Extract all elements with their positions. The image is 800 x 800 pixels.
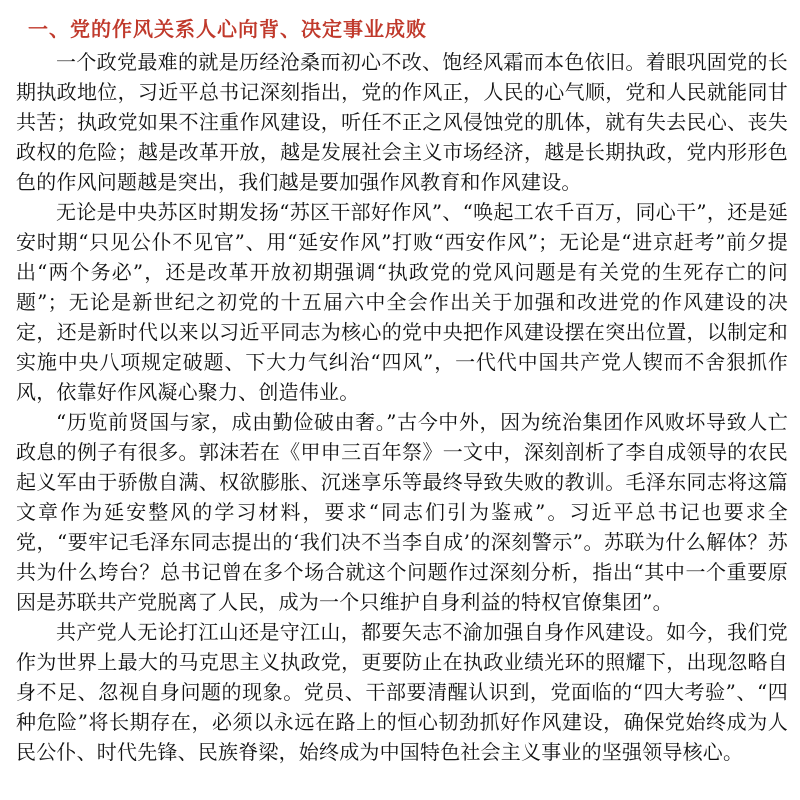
paragraph: 一个政党最难的就是历经沧桑而初心不改、饱经风霜而本色依旧。着眼巩固党的长期执政地位，习近平总书记深刻指出，党的作风正，人民的心气顺，党和人民就能同甘共苦；执政党如果不注重作风建设，听任不正之风侵蚀党的肌体，就有失去民心、丧失政权的危险；越是改革开放，越是发展社会主义市场经济，越是长期执政，党内形形色色的作风问题越是突出，我们越是要加强作风教育和作风建设。 — [16, 50, 788, 194]
article-body — [16, 47, 788, 767]
section-heading: 一、党的作风关系人心向背、决定事业成败 — [28, 17, 427, 41]
paragraph: “历览前贤国与家，成由勤俭破由奢。”古今中外，因为统治集团作风败坏导致人亡政息的例子有很多。郭沫若在《甲申三百年祭》一文中，深刻剖析了李自成领导的农民起义军由于骄傲自满、权欲膨胀、沉迷享乐等最终导致失败的教训。毛泽东同志将这篇文章作为延安整风的学习材料，要求“同志们引为鉴戒”。习近平总书记也要求全党，“要牢记毛泽东同志提出的‘我们决不当李自成’的深刻警示”。苏联为什么解体？苏共为什么垮台？总书记曾在多个场合就这个问题作过深刻分析，指出“其中一个重要原因是苏联共产党脱离了人民，成为一个只维护自身利益的特权官僚集团”。 — [16, 410, 788, 614]
paragraph: 无论是中央苏区时期发扬“苏区干部好作风”、“唤起工农千百万，同心干”，还是延安时期“只见公仆不见官”、用“延安作风”打败“西安作风”；无论是“进京赶考”前夕提出“两个务必”，还是改革开放初期强调“执政党的党风问题是有关党的生死存亡的问题”；无论是新世纪之初党的十五届六中全会作出关于加强和改进党的作风建设的决定，还是新时代以来以习近平同志为核心的党中央把作风建设摆在突出位置，以制定和实施中央八项规定破题、下大力气纠治“四风”，一代代中国共产党人锲而不舍狠抓作风，依靠好作风凝心聚力、创造伟业。 — [16, 200, 788, 404]
paragraph: 共产党人无论打江山还是守江山，都要矢志不渝加强自身作风建设。如今，我们党作为世界上最大的马克思主义执政党，更要防止在执政业绩光环的照耀下，出现忽略自身不足、忽视自身问题的现象。党员、干部要清醒认识到，党面临的“四大考验”、“四种危险”将长期存在，必须以永远在路上的恒心韧劲抓好作风建设，确保党始终成为人民公仆、时代先锋、民族脊梁，始终成为中国特色社会主义事业的坚强领导核心。 — [16, 620, 788, 764]
